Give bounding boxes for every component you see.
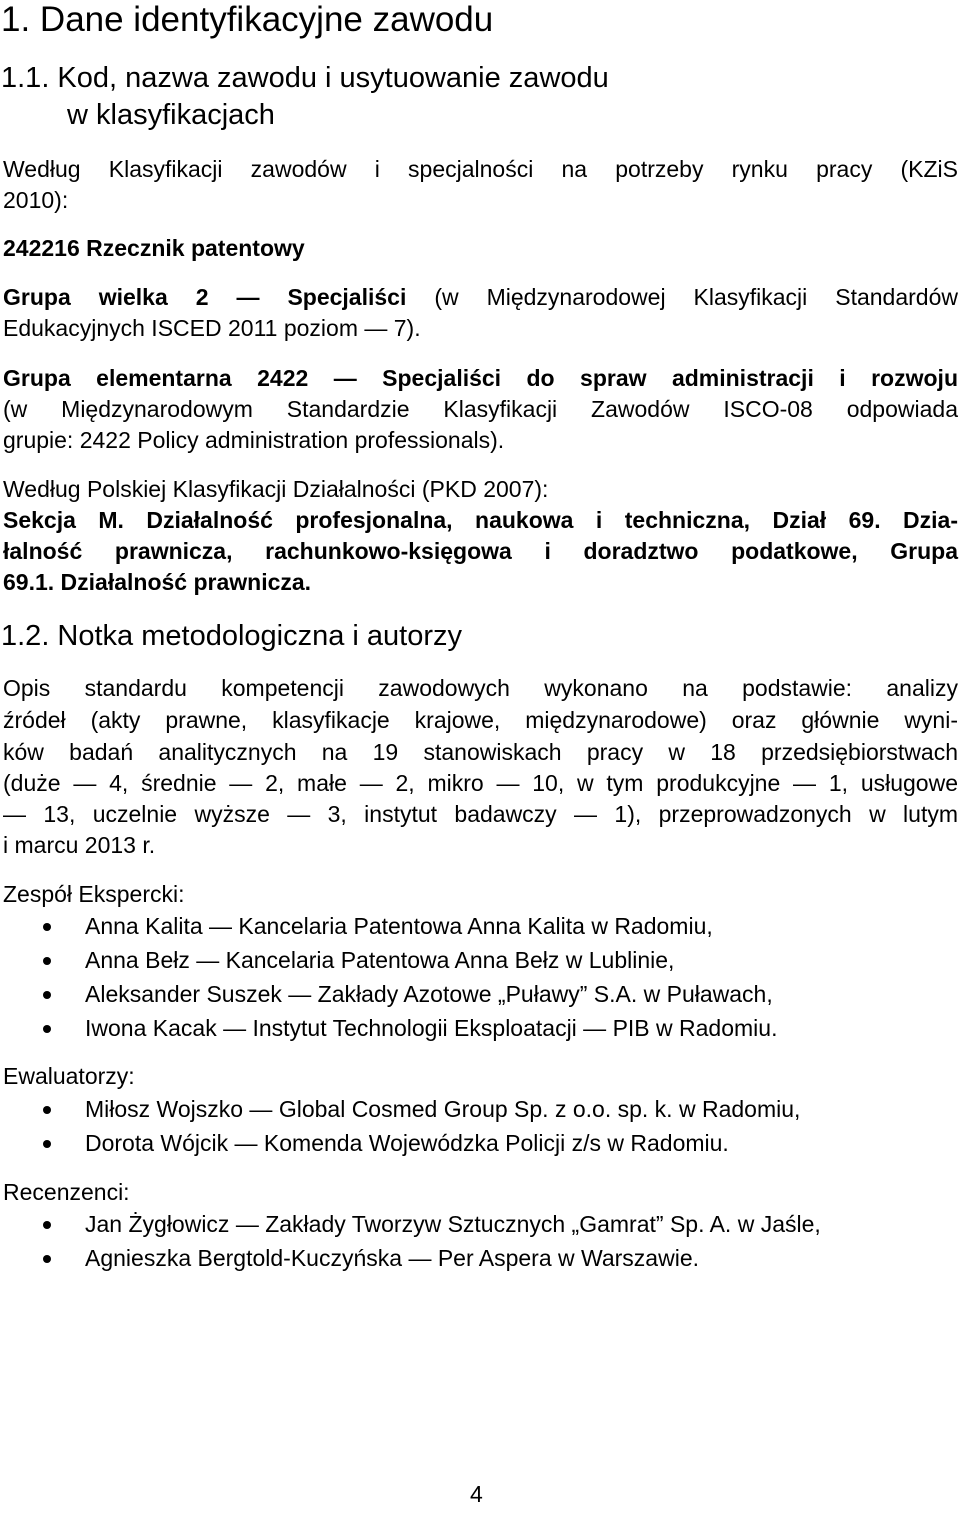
bullet-icon: [43, 1140, 51, 1148]
bullet-icon: [43, 923, 51, 931]
group-elementary-line2: (w Międzynarodowym Standardzie Klasyfikacji Zawodów ISCO-08 odpowiada: [3, 396, 958, 422]
evaluators-list: [0, 1094, 960, 1162]
section-1-2-title: 1.2. Notka metodologiczna i autorzy: [1, 620, 463, 652]
evaluators-label: Ewaluatorzy:: [3, 1063, 135, 1089]
group-large-line1: [3, 282, 958, 312]
section-1-1-title-line1: 1.1. Kod, nazwa zawodu i usytuowanie zawodu: [1, 62, 609, 94]
kzis-text-line2: 2010):: [3, 187, 69, 213]
list-item: Miłosz Wojszko — Global Cosmed Group Sp. z o.o. sp. k. w Radomiu,: [0, 1094, 960, 1128]
pkd-line2: łalność prawnicza, rachunkowo-księgowa i doradztwo podatkowe, Grupa: [3, 538, 958, 564]
section-1-1-title-line2: w klasyfikacjach: [67, 99, 275, 131]
group-large-bold: Grupa wielka 2 — Specjaliści: [3, 284, 407, 310]
group-large-line2: Edukacyjnych ISCED 2011 poziom — 7).: [3, 315, 421, 341]
pkd-line3: 69.1. Działalność prawnicza.: [3, 569, 312, 595]
bullet-icon: [43, 1255, 51, 1263]
method-line: (duże — 4, średnie — 2, małe — 2, mikro — 10, w tym produkcyjne — 1, usługowe: [3, 770, 958, 796]
list-item: Jan Żygłowicz — Zakłady Tworzyw Sztucznych „Gamrat” Sp. A. w Jaśle,: [0, 1209, 960, 1243]
kzis-text-line1: Według Klasyfikacji zawodów i specjalności na potrzeby rynku pracy (KZiS: [3, 156, 958, 182]
bullet-icon: [43, 1106, 51, 1114]
group-elementary-line1: Grupa elementarna 2422 — Specjaliści do spraw administracji i rozwoju: [3, 365, 958, 391]
method-line: ków badań analitycznych na 19 stanowiskach pracy w 18 przedsiębiorstwach: [3, 739, 958, 765]
bullet-icon: [43, 1025, 51, 1033]
group-large-rest: (w Międzynarodowej Klasyfikacji Standardów: [406, 284, 958, 310]
list-item: Aleksander Suszek — Zakłady Azotowe „Puławy” S.A. w Puławach,: [0, 979, 960, 1013]
list-item: Iwona Kacak — Instytut Technologii Eksploatacji — PIB w Radomiu.: [0, 1013, 960, 1047]
method-line: Opis standardu kompetencji zawodowych wykonano na podstawie: analizy: [3, 675, 958, 701]
heading-dane-identyfikacyjne: 1. Dane identyfikacyjne zawodu: [1, 0, 494, 39]
pkd-intro: Według Polskiej Klasyfikacji Działalności (PKD 2007):: [3, 476, 549, 502]
method-line: i marcu 2013 r.: [3, 832, 156, 858]
experts-list: [0, 911, 960, 1047]
method-line: źródeł (akty prawne, klasyfikacje krajowe, międzynarodowe) oraz głównie wyni-: [3, 707, 958, 733]
method-line: — 13, uczelnie wyższe — 3, instytut badawczy — 1), przeprowadzonych w lutym: [3, 801, 958, 827]
bullet-icon: [43, 957, 51, 965]
experts-label: Zespół Ekspercki:: [3, 881, 185, 907]
page-number: 4: [470, 1481, 483, 1507]
reviewers-label: Recenzenci:: [3, 1179, 130, 1205]
list-item: Agnieszka Bergtold-Kuczyńska — Per Aspera w Warszawie.: [0, 1243, 960, 1277]
profession-code-name: 242216 Rzecznik patentowy: [3, 235, 305, 261]
group-elementary-line3: grupie: 2422 Policy administration professionals).: [3, 427, 505, 453]
pkd-line1: Sekcja M. Działalność profesjonalna, naukowa i techniczna, Dział 69. Dzia-: [3, 507, 958, 533]
bullet-icon: [43, 1221, 51, 1229]
list-item: Dorota Wójcik — Komenda Wojewódzka Policji z/s w Radomiu.: [0, 1128, 960, 1162]
list-item: Anna Kalita — Kancelaria Patentowa Anna Kalita w Radomiu,: [0, 911, 960, 945]
reviewers-list: [0, 1209, 960, 1277]
bullet-icon: [43, 991, 51, 999]
list-item: Anna Bełz — Kancelaria Patentowa Anna Bełz w Lublinie,: [0, 945, 960, 979]
